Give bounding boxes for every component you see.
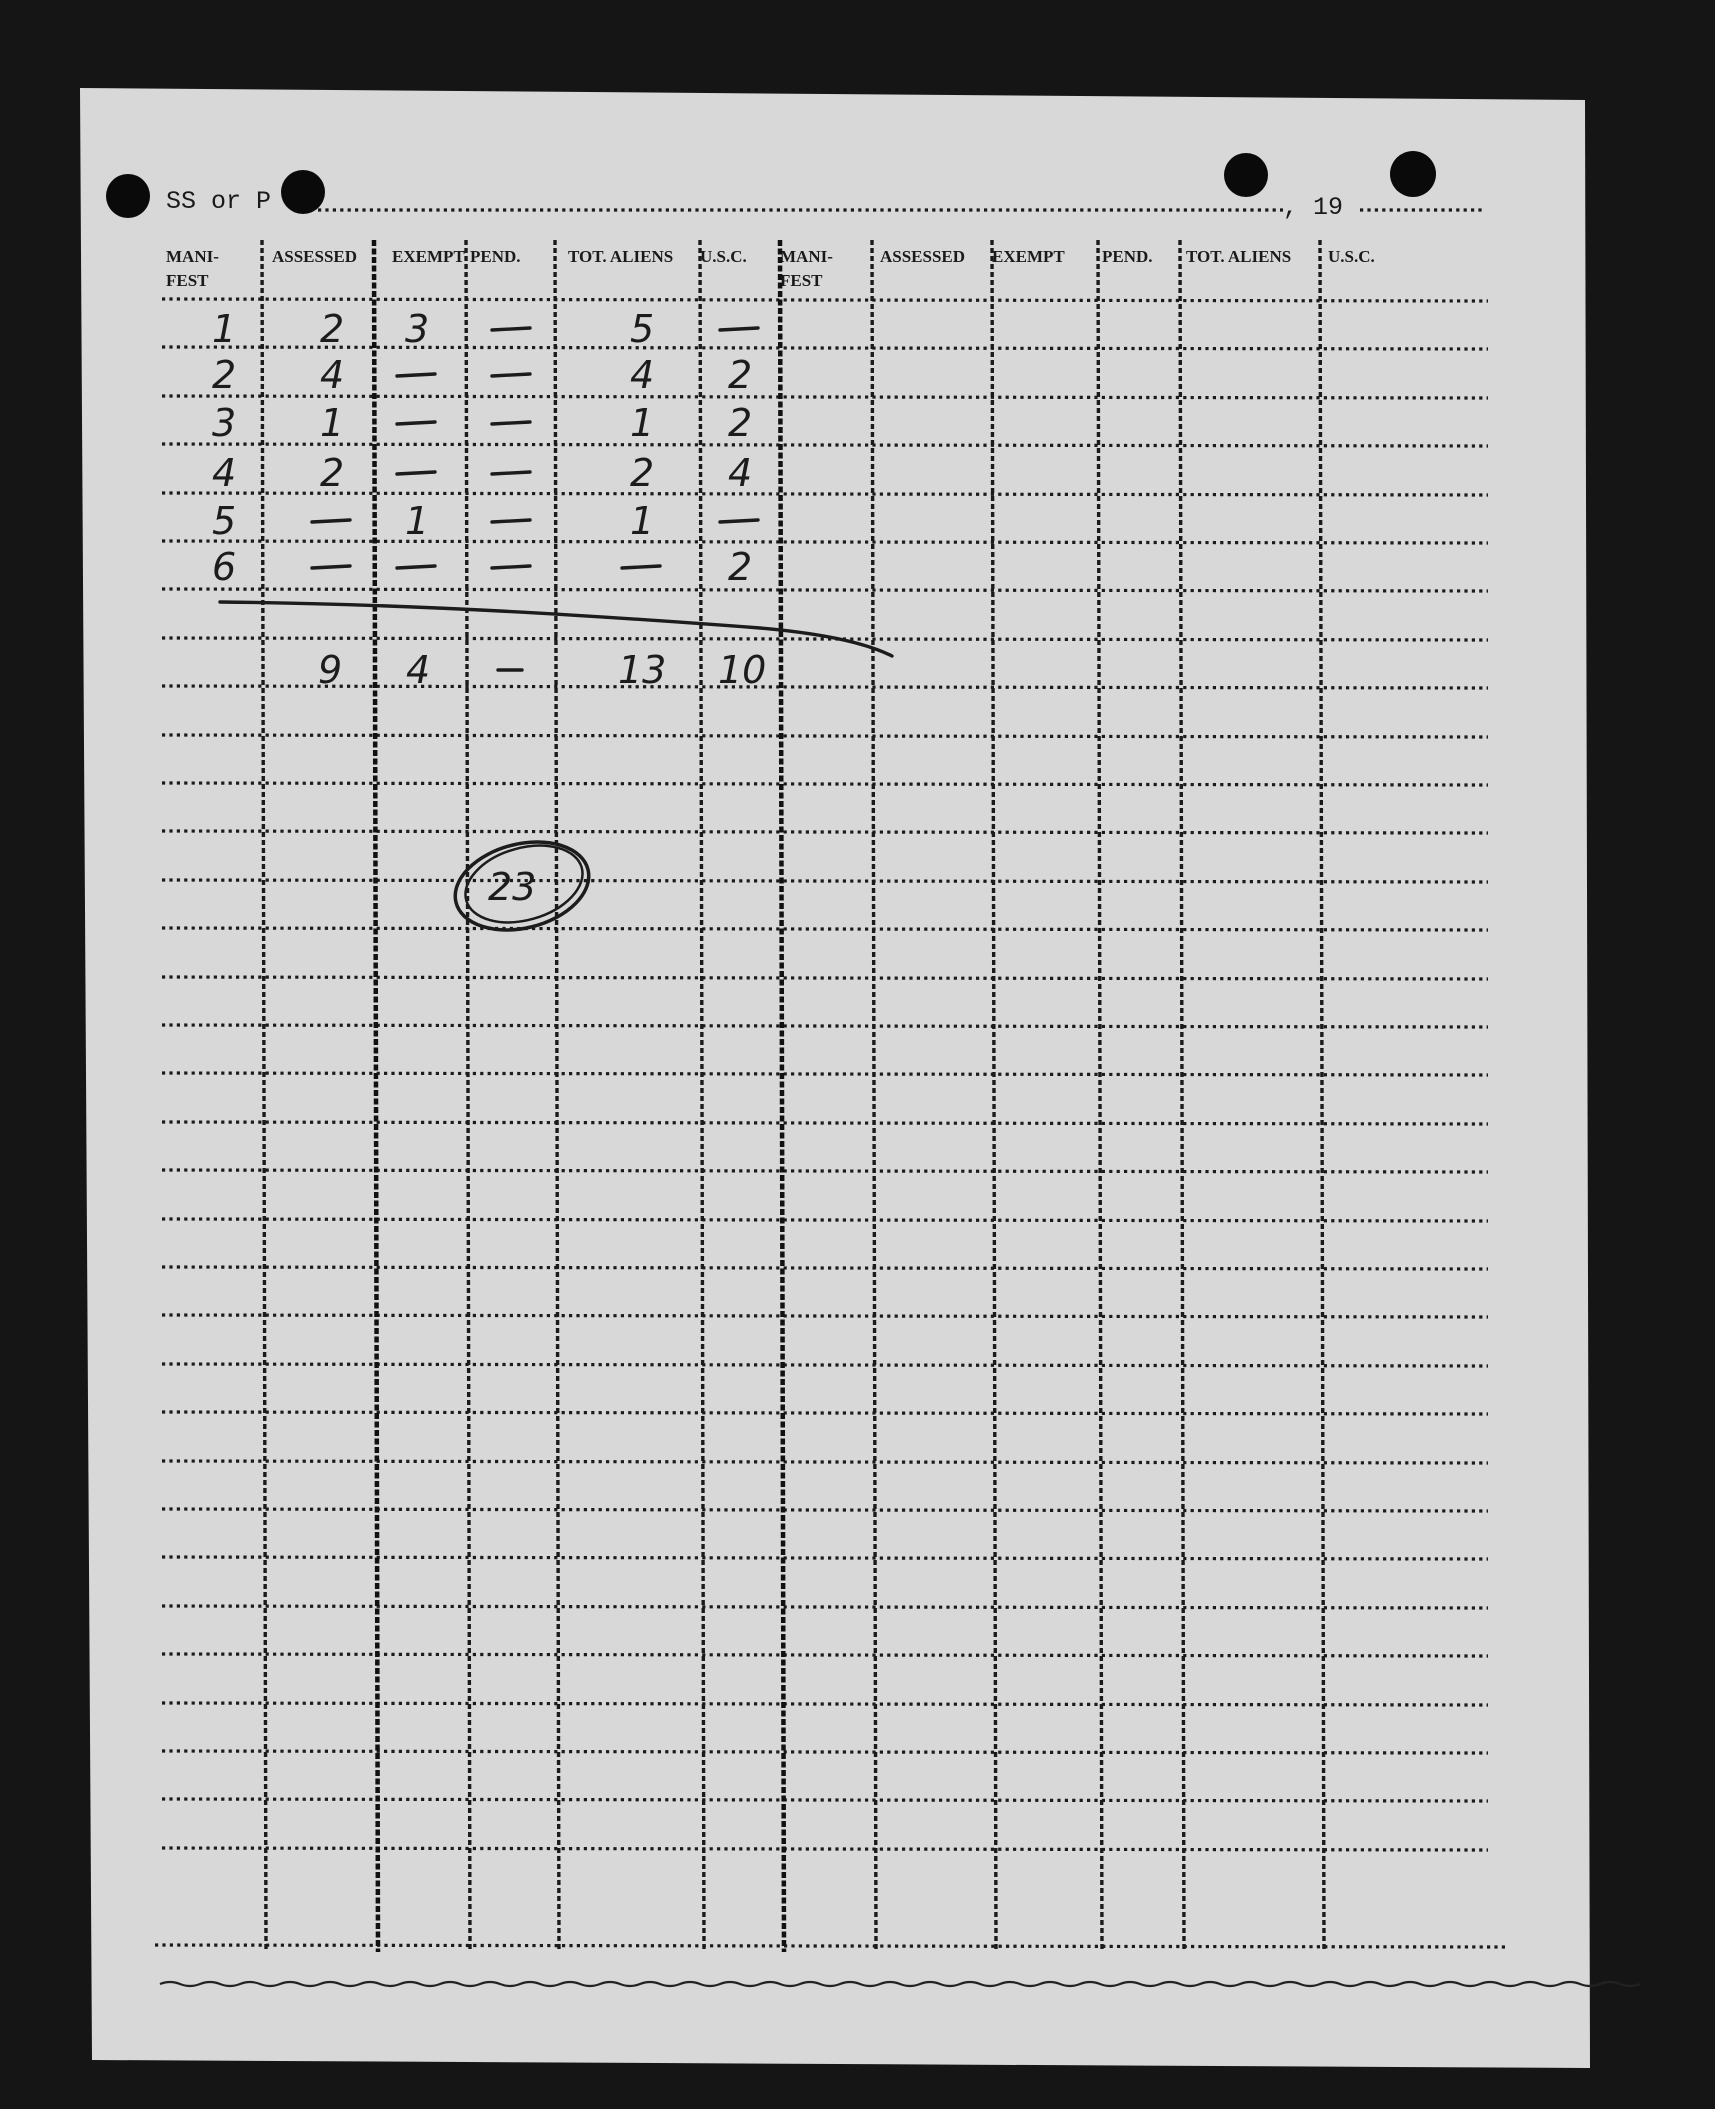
entry-dash xyxy=(492,472,530,474)
entry-dash xyxy=(492,374,530,376)
entry-value: 2 xyxy=(212,353,237,397)
grid-row-line xyxy=(155,1945,1508,1947)
entry-value: 3 xyxy=(212,401,237,445)
entry-dash xyxy=(312,566,350,568)
right-header-1: ASSESSED xyxy=(880,247,966,266)
entry-dash xyxy=(397,472,435,474)
left-header-0-b: FEST xyxy=(166,271,209,290)
entry-value: 5 xyxy=(630,307,655,351)
vessel-label: SS or P xyxy=(166,187,272,216)
left-header-3: PEND. xyxy=(470,247,521,266)
right-header-0-b: FEST xyxy=(780,271,823,290)
entry-dash xyxy=(397,422,435,424)
entry-value: 2 xyxy=(320,451,345,495)
year-prefix: , 19 xyxy=(1283,193,1344,222)
entry-value: 2 xyxy=(728,353,753,397)
entry-value: 1 xyxy=(630,499,655,543)
total-value: 9 xyxy=(318,648,343,692)
entry-value: 2 xyxy=(728,545,753,589)
right-header-4: TOT. ALIENS xyxy=(1186,247,1292,266)
entry-dash xyxy=(492,520,530,522)
right-header-5: U.S.C. xyxy=(1328,247,1375,266)
total-value: 10 xyxy=(718,648,767,692)
total-value: 13 xyxy=(618,648,667,692)
entry-value: 1 xyxy=(405,499,430,543)
punch-hole-icon xyxy=(1390,151,1436,197)
total-value: 4 xyxy=(406,648,431,692)
entry-value: 5 xyxy=(212,499,237,543)
punch-hole-icon xyxy=(281,170,325,214)
entry-dash xyxy=(720,328,758,330)
punch-hole-icon xyxy=(1224,153,1268,197)
entry-dash xyxy=(622,566,660,568)
entry-dash xyxy=(397,566,435,568)
punch-hole-icon xyxy=(106,174,150,218)
entry-value: 3 xyxy=(405,307,430,351)
entry-dash xyxy=(397,374,435,376)
entry-value: 2 xyxy=(728,401,753,445)
entry-value: 1 xyxy=(320,401,345,445)
entry-value: 4 xyxy=(212,451,237,495)
left-header-0: MANI- xyxy=(166,247,219,266)
entry-dash xyxy=(720,520,758,522)
entry-value: 4 xyxy=(320,353,345,397)
entry-value: 2 xyxy=(630,451,655,495)
right-header-2: EXEMPT xyxy=(992,247,1065,266)
left-header-1: ASSESSED xyxy=(272,247,358,266)
entry-value: 1 xyxy=(630,401,655,445)
entry-value: 4 xyxy=(728,451,753,495)
left-header-4: TOT. ALIENS xyxy=(568,247,674,266)
entry-value: 1 xyxy=(212,307,237,351)
right-header-0: MANI- xyxy=(780,247,833,266)
left-header-2: EXEMPT xyxy=(392,247,465,266)
entry-value: 6 xyxy=(212,545,237,589)
paper-sheet xyxy=(80,88,1590,2068)
entry-dash xyxy=(312,520,350,522)
right-header-3: PEND. xyxy=(1102,247,1153,266)
left-header-5: U.S.C. xyxy=(700,247,747,266)
circled-total-value: 23 xyxy=(488,865,537,909)
entry-value: 2 xyxy=(320,307,345,351)
entry-dash xyxy=(492,566,530,568)
entry-dash xyxy=(492,328,530,330)
entry-value: 4 xyxy=(630,353,655,397)
entry-dash xyxy=(492,422,530,424)
